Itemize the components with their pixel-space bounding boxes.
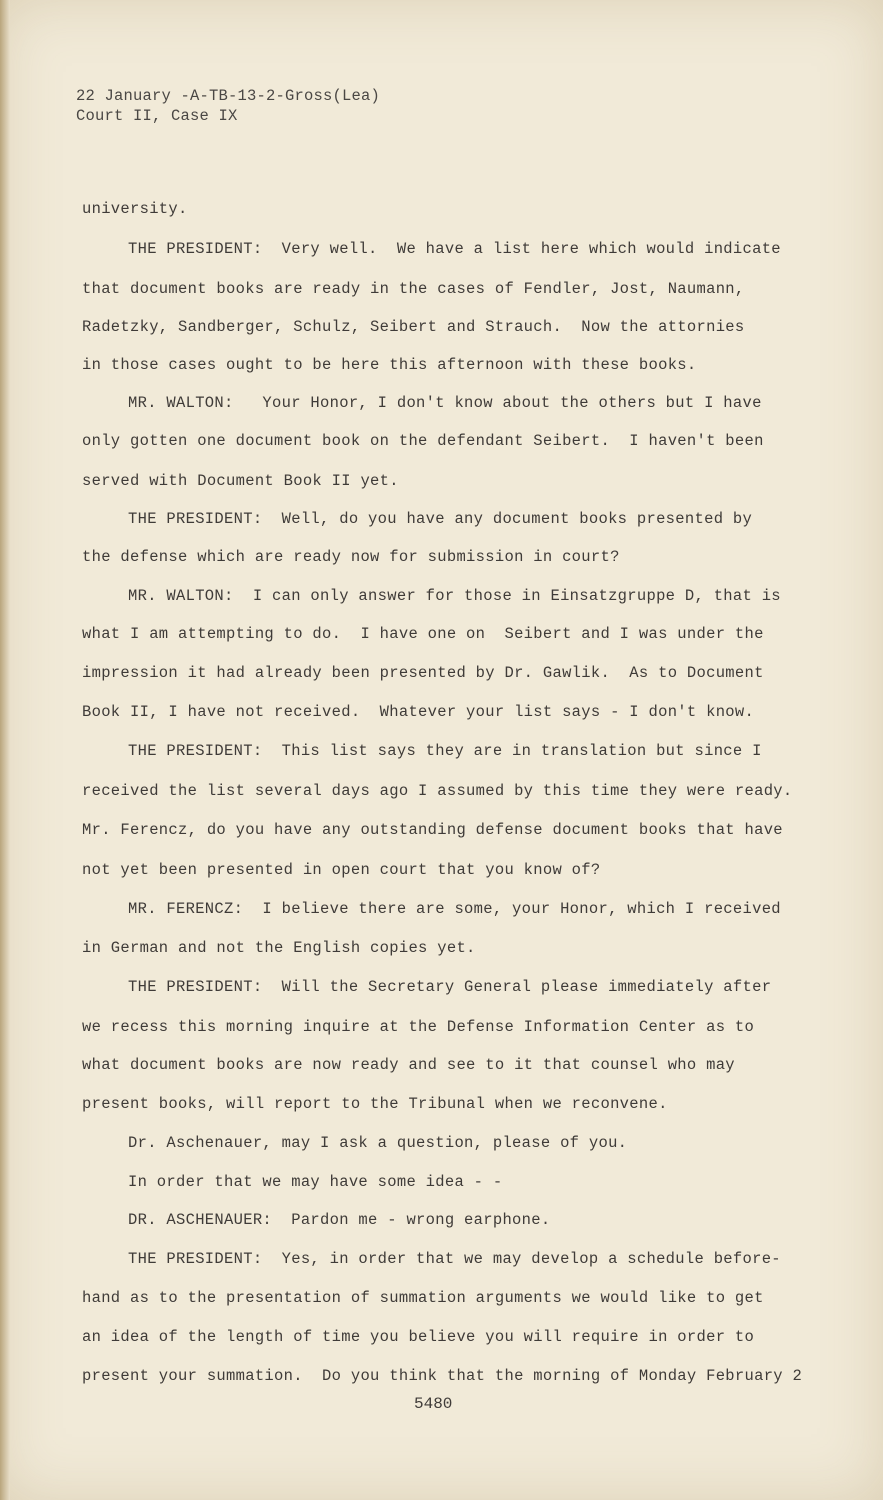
text-line: hand as to the presentation of summation arguments we would like to get	[82, 1289, 764, 1307]
header-line-2: Court II, Case IX	[76, 107, 238, 125]
text-line: THE PRESIDENT: This list says they are in translation but since I	[128, 742, 762, 760]
text-line: DR. ASCHENAUER: Pardon me - wrong earphone.	[128, 1211, 551, 1229]
text-line: that document books are ready in the cases of Fendler, Jost, Naumann,	[82, 280, 745, 298]
text-line: only gotten one document book on the defendant Seibert. I haven't been	[82, 432, 764, 450]
text-line: not yet been presented in open court that you know of?	[82, 861, 601, 879]
text-line: in those cases ought to be here this afternoon with these books.	[82, 356, 697, 374]
text-line: present your summation. Do you think that the morning of Monday February 2	[82, 1367, 803, 1385]
header-line-1: 22 January -A-TB-13-2-Gross(Lea)	[76, 87, 381, 105]
text-line: received the list several days ago I assumed by this time they were ready.	[82, 782, 793, 800]
page-number: 5480	[414, 1395, 453, 1413]
text-line: what I am attempting to do. I have one on Seibert and I was under the	[82, 625, 764, 643]
text-line: served with Document Book II yet.	[82, 472, 399, 490]
text-line: Book II, I have not received. Whatever your list says - I don't know.	[82, 703, 755, 721]
text-line: we recess this morning inquire at the Defense Information Center as to	[82, 1018, 755, 1036]
text-line: THE PRESIDENT: Will the Secretary General please immediately after	[128, 978, 772, 996]
text-line: in German and not the English copies yet.	[82, 939, 476, 957]
text-line: university.	[82, 200, 188, 218]
text-line: Radetzky, Sandberger, Schulz, Seibert and Strauch. Now the attornies	[82, 318, 745, 336]
text-line: THE PRESIDENT: Very well. We have a list here which would indicate	[128, 240, 781, 258]
text-line: what document books are now ready and see to it that counsel who may	[82, 1056, 735, 1074]
text-line: THE PRESIDENT: Well, do you have any document books presented by	[128, 510, 753, 528]
text-line: impression it had already been presented by Dr. Gawlik. As to Document	[82, 664, 764, 682]
text-line: MR. WALTON: Your Honor, I don't know about the others but I have	[128, 394, 762, 412]
text-line: present books, will report to the Tribunal when we reconvene.	[82, 1095, 668, 1113]
document-header	[76, 86, 380, 126]
page-left-edge	[0, 0, 10, 1500]
text-line: the defense which are ready now for submission in court?	[82, 548, 620, 566]
text-line: an idea of the length of time you believe you will require in order to	[82, 1328, 755, 1346]
text-line: THE PRESIDENT: Yes, in order that we may develop a schedule before-	[128, 1250, 781, 1268]
text-line: Dr. Aschenauer, may I ask a question, please of you.	[128, 1134, 628, 1152]
text-line: In order that we may have some idea - -	[128, 1173, 503, 1191]
text-line: MR. WALTON: I can only answer for those in Einsatzgruppe D, that is	[128, 587, 781, 605]
text-line: MR. FERENCZ: I believe there are some, your Honor, which I received	[128, 900, 781, 918]
text-line: Mr. Ferencz, do you have any outstanding defense document books that have	[82, 821, 783, 839]
